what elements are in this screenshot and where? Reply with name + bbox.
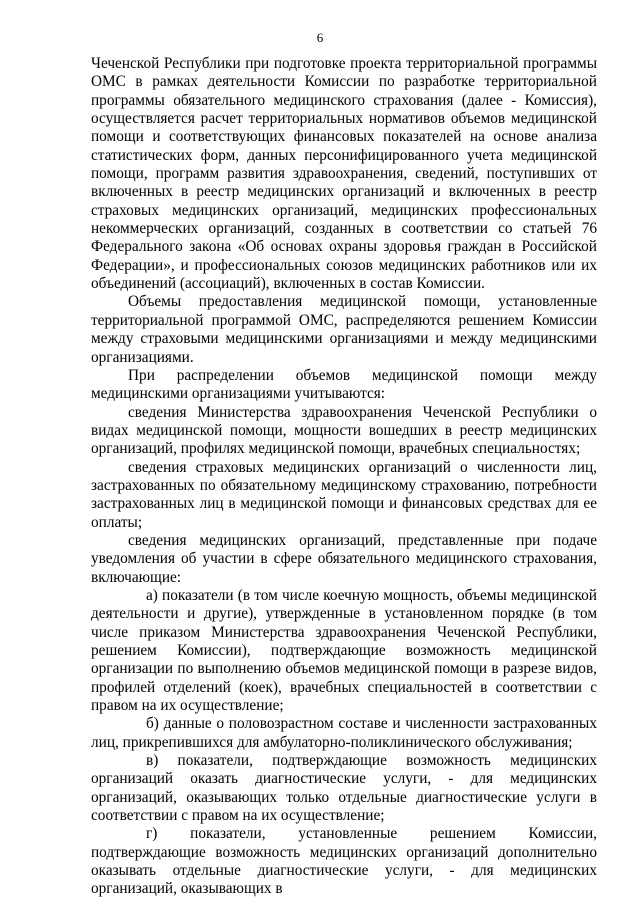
list-item-g: г) показатели, установленные решением Комиссии, подтверждающие возможность медицинских организаций дополнительно оказывать отдельные диагностические услуги, - для медицинских организаций, оказывающих в (91, 825, 597, 898)
list-item-v: в) показатели, подтверждающие возможность медицинских организаций оказать диагностические услуги, - для медицинских организаций, оказывающих только отдельные диагностические услуги в соответствии с правом на их осуществление; (91, 752, 597, 825)
paragraph-insurer-info: сведения страховых медицинских организаций о численности лиц, застрахованных по обязательному медицинскому страхованию, потребности застрахованных лиц в медицинской помощи и финансовых средствах для ее оплаты; (91, 458, 597, 531)
paragraph-org-info: сведения медицинских организаций, представленные при подаче уведомления об участии в сфере обязательного медицинского страхования, включающие: (91, 531, 597, 586)
paragraph-ministry-info: сведения Министерства здравоохранения Чеченской Республики о видах медицинской помощи, мощности вошедших в реестр медицинских организаций, профилях медицинской помощи, врачебных специальностях; (91, 403, 597, 458)
document-body (91, 55, 597, 899)
list-item-b: б) данные о половозрастном составе и численности застрахованных лиц, прикрепившихся для амбулаторно-поликлинического обслуживания; (91, 715, 597, 751)
page-number: 6 (316, 30, 324, 45)
paragraph-intro: Чеченской Республики при подготовке проекта территориальной программы ОМС в рамках деятельности Комиссии по разработке территориальной программы обязательного медицинского страхования (далее - Комиссия), осуществляется расчет территориальных нормативов объемов медицинской помощи и соответствующих финансовых показателей на основе анализа статистических форм, данных персонифицированного учета медицинской помощи, программ развития здравоохранения, сведений, поступивших от включенных в реестр медицинских организаций и включенных в реестр страховых медицинских организаций, медицинских профессиональных некоммерческих организаций, созданных в соответствии со статьей 76 Федерального закона «Об основах охраны здоровья граждан в Российской Федерации», и профессиональных союзов медицинских работников или их объединений (ассоциаций), включенных в состав Комиссии. (91, 55, 597, 293)
paragraph-volumes: Объемы предоставления медицинской помощи, установленные территориальной программой ОМС, распределяются решением Комиссии между страховыми медицинскими организациями и между медицинскими организациями. (91, 293, 597, 366)
paragraph-distribution: При распределении объемов медицинской помощи между медицинскими организациями учитываются: (91, 366, 597, 403)
list-item-a: а) показатели (в том числе коечную мощность, объемы медицинской деятельности и другие), утвержденные в установленном порядке (в том числе приказом Министерства здравоохранения Чеченской Республики, решением Комиссии), подтверждающие возможность медицинской организации по выполнению объемов медицинской помощи в разрезе видов, профилей отделений (коек), врачебных специальностей в соответствии с правом на их осуществление; (91, 586, 597, 715)
